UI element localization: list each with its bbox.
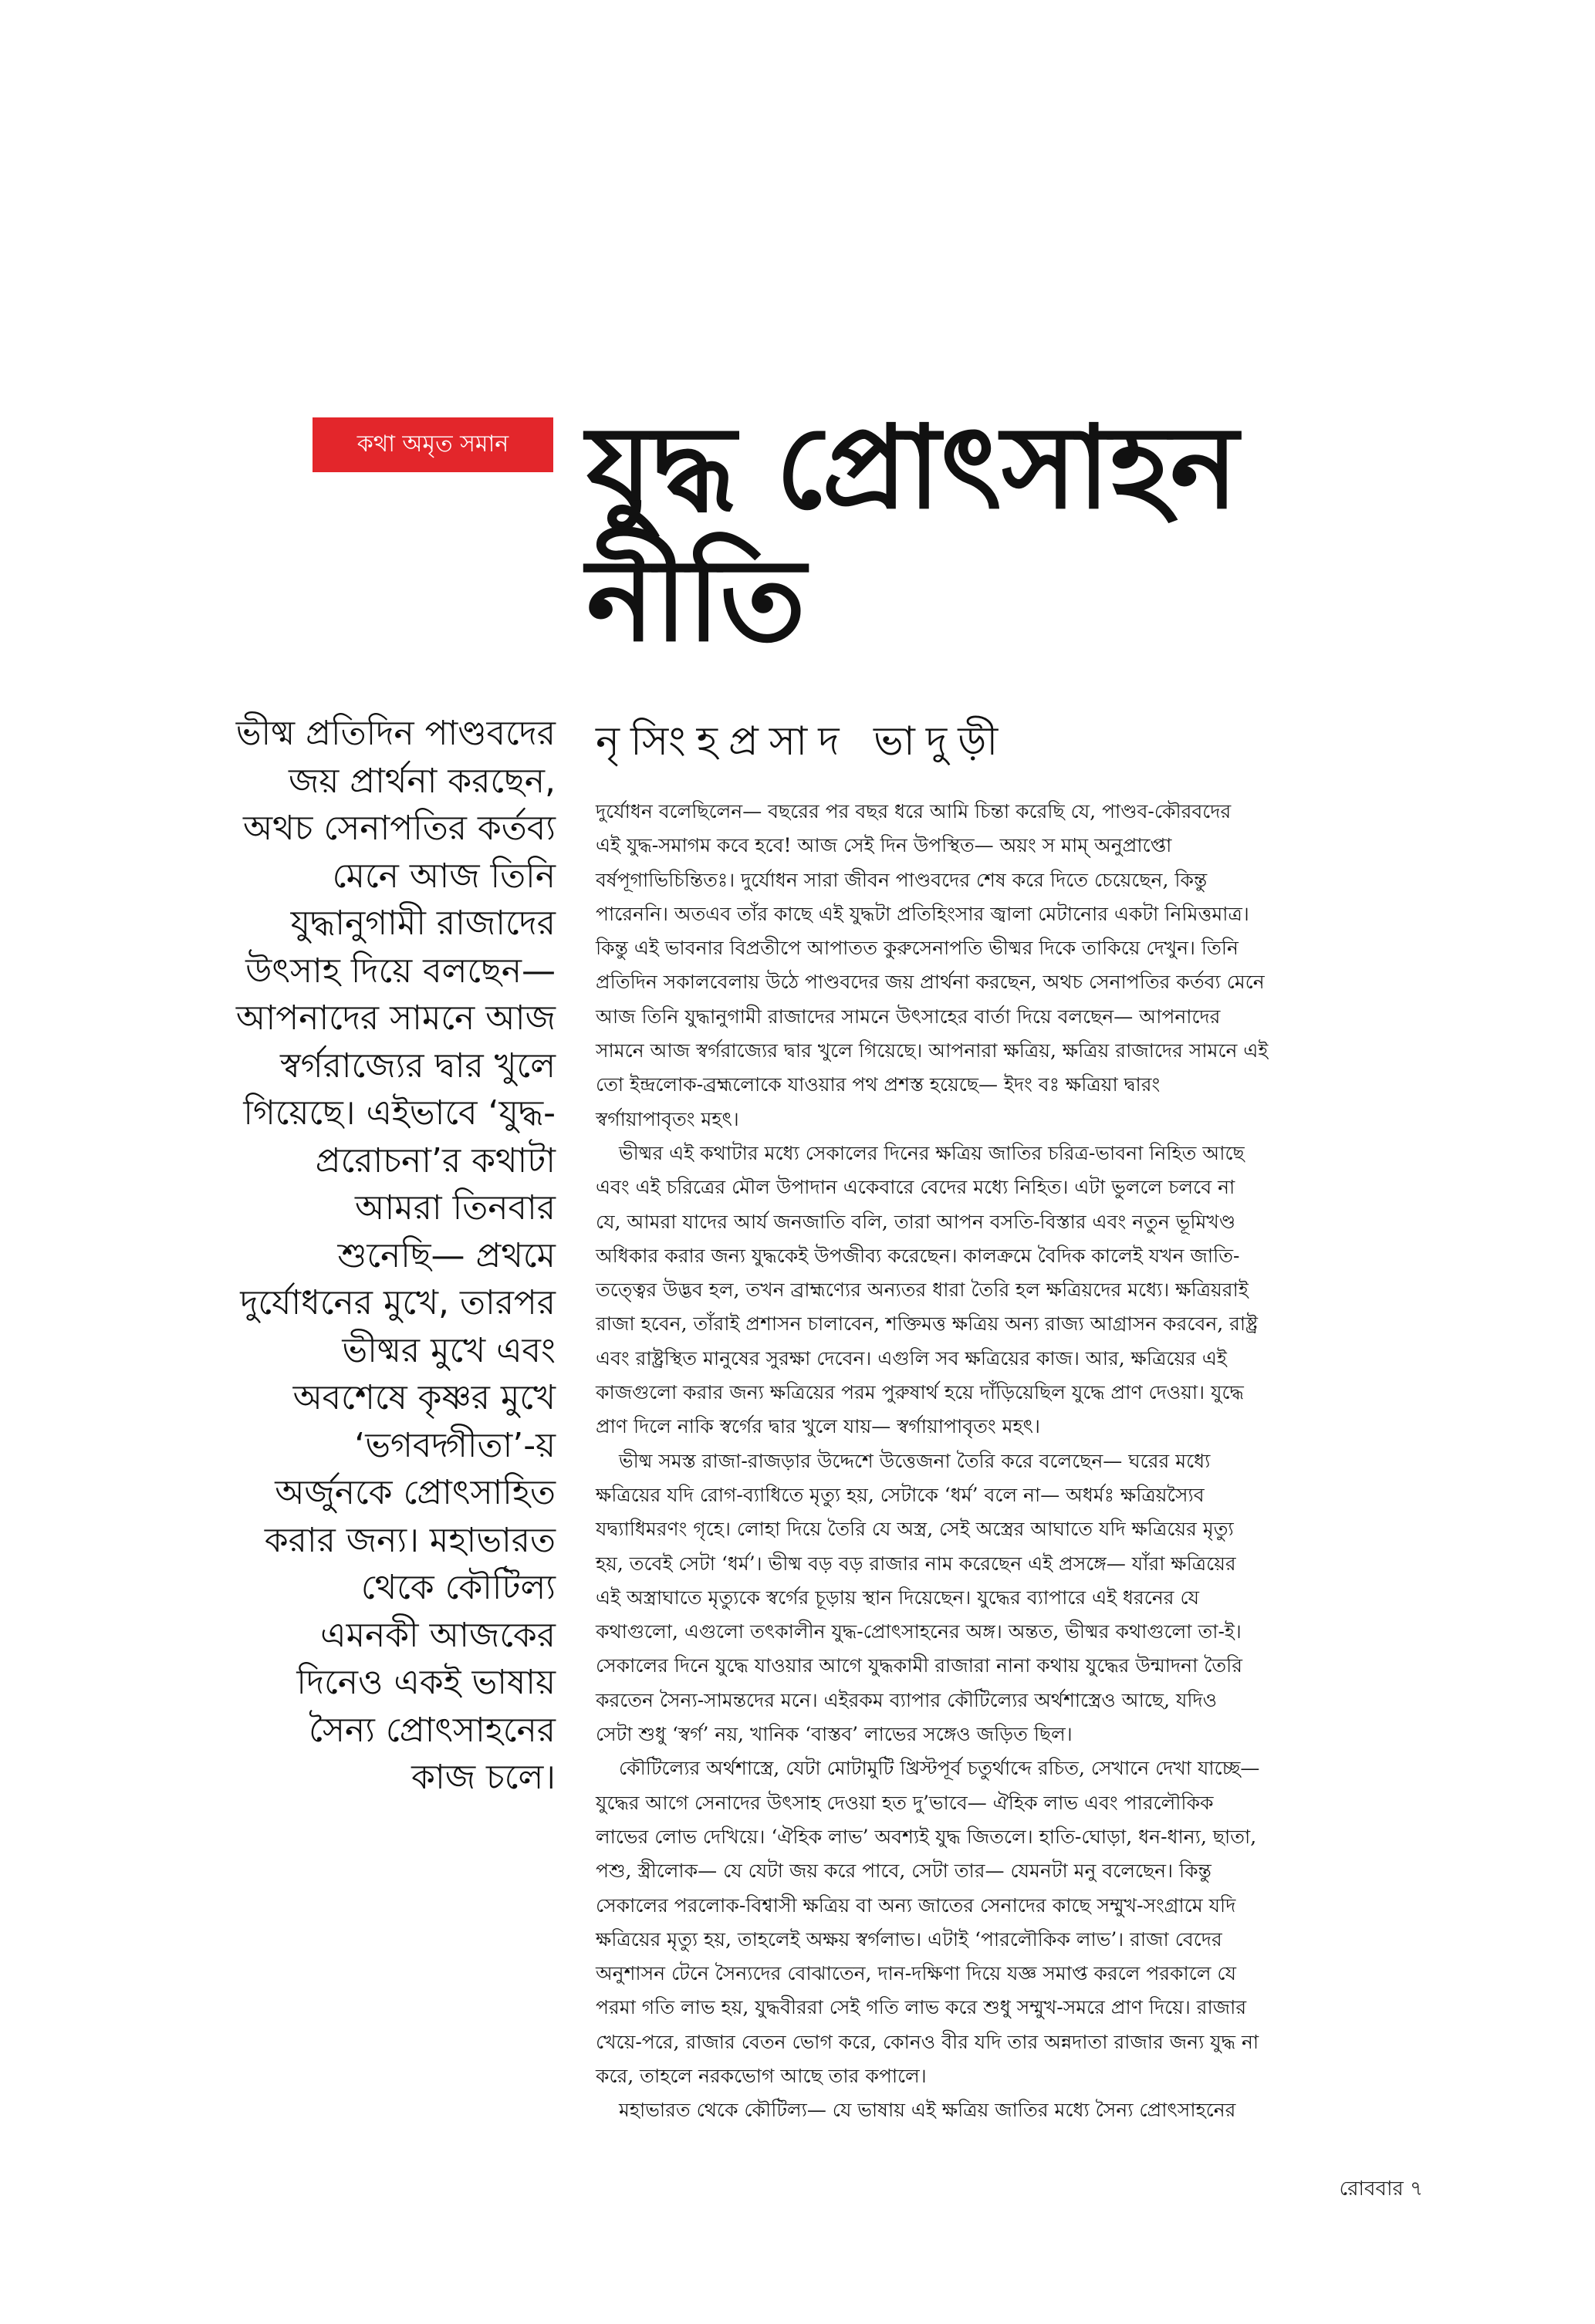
pull-quote-line: অবশেষে কৃষ্ণর মুখে — [292, 1378, 556, 1417]
body-line: বর্ষপূগাভিচিন্তিতঃ। দুর্যোধন সারা জীবন পাণ্ডবদের শেষ করে দিতে চেয়েছেন, কিন্তু — [596, 868, 1208, 891]
pull-quote-line: প্ররোচনা’র কথাটা — [315, 1140, 556, 1181]
body-line: কথাগুলো, এগুলো তৎকালীন যুদ্ধ-প্রোৎসাহনের অঙ্গ। অন্তত, ভীষ্মর কথাগুলো তা-ই। — [596, 1620, 1242, 1643]
body-line: মহাভারত থেকে কৌটিল্য— যে ভাষায় এই ক্ষত্রিয় জাতির মধ্যে সৈন্য প্রোৎসাহনের — [619, 2099, 1236, 2122]
body-line: আজ তিনি যুদ্ধানুগামী রাজাদের সামনে উৎসাহের বার্তা দিয়ে বলছেন— আপনাদের — [596, 1005, 1221, 1028]
article-title — [586, 401, 1543, 667]
body-line: সামনে আজ স্বর্গরাজ্যের দ্বার খুলে গিয়েছে। আপনারা ক্ষত্রিয়, ক্ষত্রিয় রাজাদের সামনে এই — [596, 1039, 1269, 1062]
body-line: সেকালের পরলোক-বিশ্বাসী ক্ষত্রিয় বা অন্য জাতের সেনাদের কাছে সম্মুখ-সংগ্রামে যদি — [596, 1893, 1236, 1917]
pull-quote-line: কাজ চলে। — [411, 1758, 556, 1797]
body-line: স্বর্গায়াপাবৃতং মহৎ। — [596, 1107, 739, 1130]
pull-quote-line: দিনেও একই ভাষায় — [296, 1663, 556, 1702]
body-line: এই যুদ্ধ-সমাগম কবে হবে! আজ সেই দিন উপস্থিত— অয়ং স মাম্ অনুপ্রাপ্তো — [596, 834, 1172, 857]
body-line: যে, আমরা যাদের আর্য জনজাতি বলি, তারা আপন বসতি-বিস্তার এবং নতুন ভূমিখণ্ড — [596, 1210, 1236, 1233]
pull-quote-line: আপনাদের সামনে আজ — [235, 998, 556, 1038]
body-line: এবং এই চরিত্রের মৌল উপাদান একেবারে বেদের মধ্যে নিহিত। এটা ভুললে চলবে না — [596, 1176, 1235, 1199]
pull-quote-line: শুনেছি— প্রথমে — [337, 1235, 556, 1275]
pull-quote — [116, 710, 556, 1802]
pull-quote-line: গিয়েছে। এইভাবে ‘যুদ্ধ- — [243, 1093, 556, 1133]
pull-quote-line: ভীষ্ম প্রতিদিন পাণ্ডবদের — [235, 714, 556, 753]
body-line: তো ইন্দ্রলোক-ব্রহ্মলোকে যাওয়ার পথ প্রশস্ত হয়েছে— ইদং বঃ ক্ষত্রিয়া দ্বারং — [596, 1073, 1161, 1096]
pull-quote-line: ভীষ্মর মুখে এবং — [342, 1330, 556, 1370]
body-line: অনুশাসন টেনে সৈন্যদের বোঝাতেন, দান-দক্ষিণা দিয়ে যজ্ঞ সমাপ্ত করলে পরকালে যে — [596, 1962, 1236, 1985]
body-line: কিন্তু এই ভাবনার বিপ্রতীপে আপাতত কুরুসেনাপতি ভীষ্মর দিকে তাকিয়ে দেখুন। তিনি — [596, 937, 1238, 960]
body-paragraph — [596, 1444, 1421, 1752]
body-paragraph — [596, 2093, 1421, 2127]
body-line: ভীষ্মর এই কথাটার মধ্যে সেকালের দিনের ক্ষত্রিয় জাতির চরিত্র-ভাবনা নিহিত আছে — [619, 1141, 1245, 1164]
body-paragraph — [596, 1137, 1421, 1444]
body-paragraph — [596, 795, 1421, 1137]
body-line: দুর্যোধন বলেছিলেন— বছরের পর বছর ধরে আমি চিন্তা করেছি যে, পাণ্ডব-কৌরবদের — [596, 800, 1232, 823]
body-line: কাজগুলো করার জন্য ক্ষত্রিয়ের পরম পুরুষার্থ হয়ে দাঁড়িয়েছিল যুদ্ধে প্রাণ দেওয়া। যুদ্ধে — [596, 1381, 1244, 1404]
pull-quote-line: যুদ্ধানুগামী রাজাদের — [290, 904, 556, 943]
body-line: পশু, স্ত্রীলোক— যে যেটা জয় করে পাবে, সেটা তার— যেমনটা মনু বলেছেন। কিন্তু — [596, 1860, 1211, 1883]
body-line: এবং রাষ্ট্রস্থিত মানুষের সুরক্ষা দেবেন। এগুলি সব ক্ষত্রিয়ের কাজ। আর, ক্ষত্রিয়ের এই — [596, 1346, 1227, 1370]
article-body — [596, 795, 1421, 2128]
body-line: ভীষ্ম সমস্ত রাজা-রাজড়ার উদ্দেশে উত্তেজনা তৈরি করে বলেছেন— ঘরের মধ্যে — [619, 1449, 1211, 1472]
body-line: করতেন সৈন্য-সামন্তদের মনে। এইরকম ব্যাপার কৌটিল্যের অর্থশাস্ত্রেও আছে, যদিও — [596, 1688, 1218, 1711]
pull-quote-line: থেকে কৌটিল্য — [360, 1568, 556, 1607]
body-line: পারেননি। অতএব তাঁর কাছে এই যুদ্ধটা প্রতিহিংসার জ্বালা মেটানোর একটা নিমিত্তমাত্র। — [596, 902, 1249, 925]
body-line: তত্ত্বের উদ্ভব হল, তখন ব্রাহ্মণ্যের অন্যতর ধারা তৈরি হল ক্ষত্রিয়দের মধ্যে। ক্ষত্রিয়রাই — [596, 1279, 1249, 1302]
pull-quote-line: আমরা তিনবার — [354, 1188, 556, 1228]
pull-quote-line: সৈন্য প্রোৎসাহনের — [309, 1710, 556, 1750]
body-line: কৌটিল্যের অর্থশাস্ত্রে, যেটা মোটামুটি খ্রিস্টপূর্ব চতুর্থাব্দে রচিত, সেখানে দেখা যাচ্ছে— — [619, 1757, 1260, 1780]
body-line: যুদ্ধের আগে সেনাদের উৎসাহ দেওয়া হত দু’ভাবে— ঐহিক লাভ এবং পারলৌকিক — [596, 1791, 1214, 1814]
pull-quote-line: করার জন্য। মহাভারত — [264, 1520, 556, 1560]
body-line: অধিকার করার জন্য যুদ্ধকেই উপজীব্য করেছেন। কালক্রমে বৈদিক কালেই যখন জাতি- — [596, 1244, 1240, 1267]
body-line: সেটা শুধু ‘স্বর্গ’ নয়, খানিক ‘বাস্তব’ লাভের সঙ্গেও জড়িত ছিল। — [596, 1723, 1073, 1746]
body-line: হয়, তবেই সেটা ‘ধর্ম’। ভীষ্ম বড় বড় রাজার নাম করেছেন এই প্রসঙ্গে— যাঁরা ক্ষত্রিয়ের — [596, 1552, 1236, 1575]
body-line: ক্ষত্রিয়ের মৃত্যু হয়, তাহলেই অক্ষয় স্বর্গলাভ। এটাই ‘পারলৌকিক লাভ’। রাজা বেদের — [596, 1927, 1222, 1951]
author-byline: নৃসিংহপ্রসাদ ভাদুড়ী — [596, 718, 1009, 765]
pull-quote-line: অর্জুনকে প্রোৎসাহিত — [275, 1473, 556, 1512]
body-line: ক্ষত্রিয়ের যদি রোগ-ব্যাধিতে মৃত্যু হয়, সেটাকে ‘ধর্ম’ বলে না— অধর্মঃ ক্ষত্রিয়স্যৈব — [596, 1483, 1205, 1506]
body-line: প্রাণ দিলে নাকি স্বর্গের দ্বার খুলে যায়— স্বর্গায়াপাবৃতং মহৎ। — [596, 1415, 1040, 1438]
pull-quote-line: এমনকী আজকের — [320, 1615, 556, 1655]
body-line: প্রতিদিন সকালবেলায় উঠে পাণ্ডবদের জয় প্রার্থনা করছেন, অথচ সেনাপতির কর্তব্য মেনে — [596, 971, 1265, 994]
body-line: পরমা গতি লাভ হয়, যুদ্ধবীররা সেই গতি লাভ করে শুধু সম্মুখ-সমরে প্রাণ দিয়ে। রাজার — [596, 1996, 1247, 2019]
body-line: করে, তাহলে নরকভোগ আছে তার কপালে। — [596, 2064, 927, 2087]
pull-quote-line: অথচ সেনাপতির কর্তব্য — [243, 809, 556, 848]
body-line: সেকালের দিনে যুদ্ধে যাওয়ার আগে যুদ্ধকামী রাজারা নানা কথায় যুদ্ধের উন্মাদনা তৈরি — [596, 1654, 1243, 1677]
body-line: খেয়ে-পরে, রাজার বেতন ভোগ করে, কোনও বীর যদি তার অন্নদাতা রাজার জন্য যুদ্ধ না — [596, 2030, 1259, 2053]
body-line: লাভের লোভ দেখিয়ে। ‘ঐহিক লাভ’ অবশ্যই যুদ্ধ জিতলে। হাতি-ঘোড়া, ধন-ধান্য, ছাতা, — [596, 1825, 1257, 1848]
pull-quote-line: মেনে আজ তিনি — [332, 856, 556, 896]
body-line: রাজা হবেন, তাঁরাই প্রশাসন চালাবেন, শক্তিমত্ত ক্ষত্রিয় অন্য রাজ্য আগ্রাসন করবেন, রাষ্ট্র — [596, 1312, 1259, 1336]
section-badge: কথা অমৃত সমান — [313, 417, 553, 472]
title-line: যুদ্ধ প্রোৎসাহন — [586, 401, 1238, 534]
body-line: এই অস্ত্রাঘাতে মৃত্যুকে স্বর্গের চূড়ায় স্থান দিয়েছেন। যুদ্ধের ব্যাপারে এই ধরনের যে — [596, 1586, 1200, 1609]
body-line: যদ্ব্যাধিমরণং গৃহে। লোহা দিয়ে তৈরি যে অস্ত্র, সেই অস্ত্রের আঘাতে যদি ক্ষত্রিয়ের মৃত্যু — [596, 1518, 1234, 1541]
pull-quote-line: জয় প্রার্থনা করছেন, — [289, 761, 556, 801]
page-footer: রোববার ৭ — [1339, 2177, 1423, 2201]
title-line: নীতি — [586, 534, 806, 667]
pull-quote-line: স্বর্গরাজ্যের দ্বার খুলে — [279, 1045, 556, 1086]
pull-quote-line: উৎসাহ দিয়ে বলছেন— — [245, 951, 556, 991]
pull-quote-line: ‘ভগবদ্গীতা’-য় — [354, 1425, 556, 1465]
pull-quote-line: দুর্যোধনের মুখে, তারপর — [240, 1283, 556, 1322]
body-paragraph — [596, 1751, 1421, 2093]
